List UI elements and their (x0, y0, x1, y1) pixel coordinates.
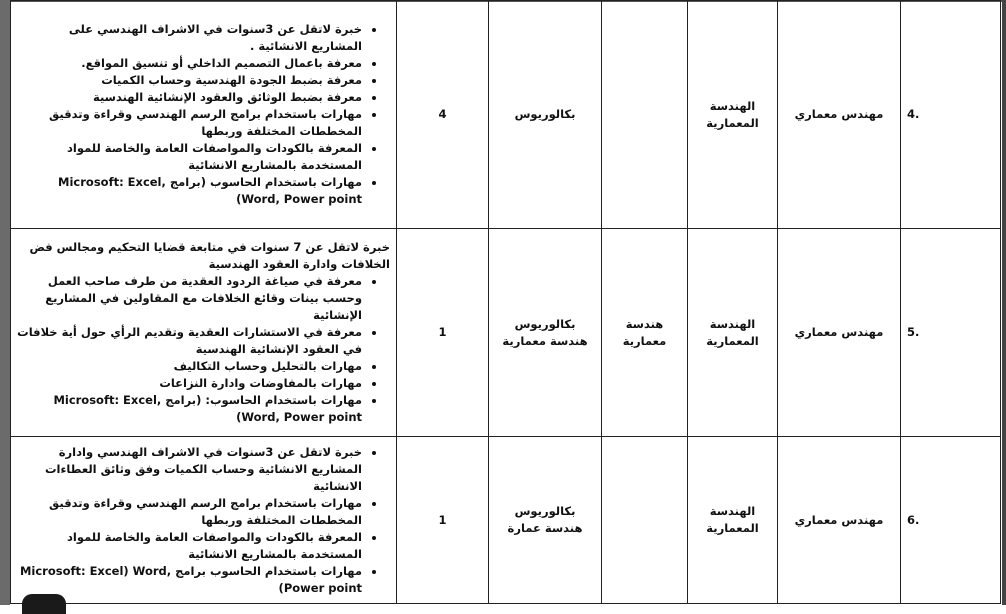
list-item: مهارات باستخدام برامج الرسم الهندسي وقراءة وتدقيق المخططات المختلفة وربطها (17, 106, 376, 140)
list-item: مهارات بالتحليل وحساب التكاليف (17, 358, 376, 375)
list-item: خبرة لاتقل عن 3سنوات في الاشراف الهندسي وادارة المشاريع الانشائية وحساب الكميات وفق وثائق العطاءات الانشائية (17, 444, 376, 495)
row-number: .4 (901, 1, 1001, 229)
table-row (11, 1, 1001, 229)
left-edge (0, 0, 10, 605)
degree: بكالوريوس هندسة معمارية (489, 229, 602, 437)
vacancy-count: 4 (397, 1, 489, 229)
requirements-list (17, 273, 390, 426)
list-item: المعرفة بالكودات والمواصفات العامة والخاصة للمواد المستخدمة بالمشاريع الانشائية (17, 529, 376, 563)
right-edge (1002, 0, 1006, 605)
requirements-list (17, 21, 390, 208)
list-item: المعرفة بالكودات والمواصفات العامة والخاصة للمواد المستخدمة بالمشاريع الانشائية (17, 140, 376, 174)
jobs-table (10, 0, 1001, 604)
degree: بكالوريوس هندسة عمارة (489, 437, 602, 604)
list-item: معرفة بضبط الوثائق والعقود الإنشائية الهندسية (17, 89, 376, 106)
list-item: مهارات بالمفاوضات وادارة النزاعات (17, 375, 376, 392)
list-item: مهارات باستخدام الحاسوب: (برامج Microsoft: Excel, Word, Power point) (17, 392, 376, 426)
list-item: مهارات باستخدام برامج الرسم الهندسي وقراءة وتدقيق المخططات المختلفة وربطها (17, 495, 376, 529)
list-item: معرفة بضبط الجودة الهندسية وحساب الكميات (17, 72, 376, 89)
row-number: .6 (901, 437, 1001, 604)
corner-shape (22, 594, 66, 614)
qualification-specialty (602, 437, 688, 604)
list-item: خبرة لاتقل عن 3سنوات في الاشراف الهندسي على المشاريع الانشائية . (17, 21, 376, 55)
table-row (11, 229, 1001, 437)
qualification-specialty: هندسة معمارية (602, 229, 688, 437)
requirements (11, 1, 397, 229)
vacancy-count: 1 (397, 229, 489, 437)
job-title: مهندس معماري (778, 229, 901, 437)
specialization: الهندسة المعمارية (688, 437, 778, 604)
vacancy-count: 1 (397, 437, 489, 604)
list-item: مهارات باستخدام الحاسوب (برامج Microsoft: Excel, Word, Power point) (17, 174, 376, 208)
list-item: معرفة باعمال التصميم الداخلي أو تنسيق المواقع. (17, 55, 376, 72)
qualification-specialty (602, 1, 688, 229)
row-number: .5 (901, 229, 1001, 437)
specialization: الهندسة المعمارية (688, 1, 778, 229)
table-row (11, 437, 1001, 604)
list-item: معرفة في الاستشارات العقدية وتقديم الرأي حول أية خلافات في العقود الإنشائية الهندسية (17, 324, 376, 358)
job-title: مهندس معماري (778, 437, 901, 604)
requirements (11, 437, 397, 604)
job-title: مهندس معماري (778, 1, 901, 229)
list-item: معرفة في صياغة الردود العقدية من طرف صاحب العمل وحسب بينات وقائع الخلافات مع المقاولين في المشاريع الإنشائية (17, 273, 376, 324)
list-item: مهارات باستخدام الحاسوب برامج Microsoft: Excel) Word, Power point) (17, 563, 376, 597)
specialization: الهندسة المعمارية (688, 229, 778, 437)
degree: بكالوريوس (489, 1, 602, 229)
requirements-list (17, 444, 390, 597)
requirements (11, 229, 397, 437)
requirements-intro: خبرة لاتقل عن 7 سنوات في متابعة قضايا التحكيم ومجالس فض الخلافات وادارة العقود الهندسية (29, 240, 390, 271)
